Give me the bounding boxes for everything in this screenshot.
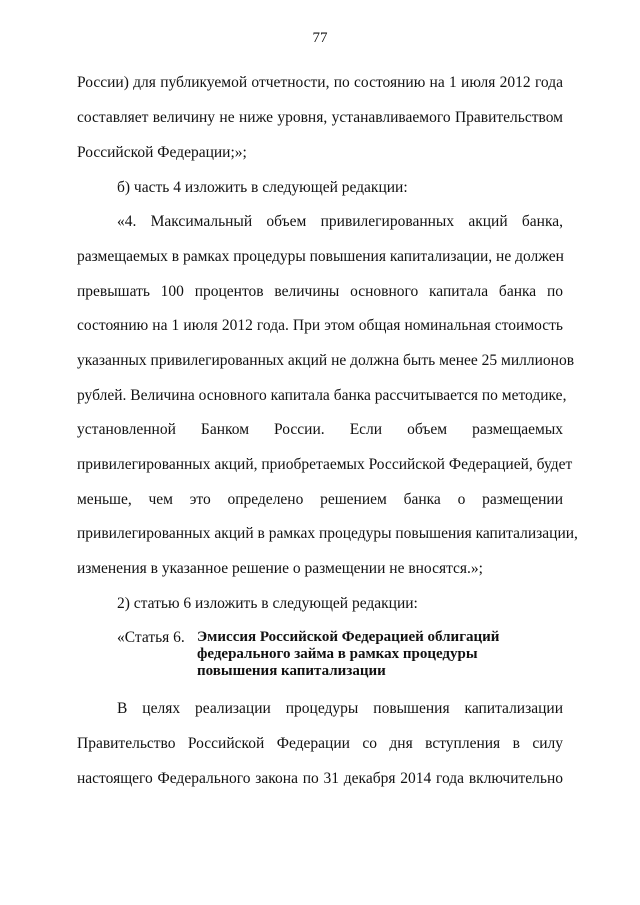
text-line: привилегированных акций, приобретаемых Российской Федерацией, будет bbox=[77, 456, 573, 473]
page-number: 77 bbox=[312, 30, 328, 46]
text-line: настоящего Федерального закона по 31 декабря 2014 года включительно bbox=[77, 770, 563, 787]
text-line: изменения в указанное решение о размещении не вносятся.»; bbox=[77, 560, 483, 577]
text-line: привилегированных акций в рамках процедуры повышения капитализации, bbox=[77, 525, 578, 542]
text-line: превышать 100 процентов величины основного капитала банка по bbox=[77, 283, 563, 300]
text-line: «4. Максимальный объем привилегированных акций банка, bbox=[117, 213, 563, 230]
text-line: размещаемых в рамках процедуры повышения капитализации, не должен bbox=[77, 248, 564, 265]
text-line: Российской Федерации;»; bbox=[77, 144, 247, 161]
article-title-line: Эмиссия Российской Федерацией облигаций bbox=[197, 629, 500, 645]
article-title bbox=[197, 629, 499, 680]
text-line: 2) статью 6 изложить в следующей редакции: bbox=[117, 595, 418, 612]
text-line: составляет величину не ниже уровня, устанавливаемого Правительством bbox=[77, 109, 563, 126]
text-line: б) часть 4 изложить в следующей редакции: bbox=[117, 179, 408, 196]
article-label: «Статья 6. bbox=[117, 629, 185, 646]
text-line: указанных привилегированных акций не должна быть менее 25 миллионов bbox=[77, 352, 575, 369]
text-line: установленной Банком России. Если объем размещаемых bbox=[77, 421, 563, 438]
text-line: Правительство Российской Федерации со дня вступления в силу bbox=[77, 735, 563, 752]
text-line: рублей. Величина основного капитала банка рассчитывается по методике, bbox=[77, 387, 567, 404]
text-line: В целях реализации процедуры повышения капитализации bbox=[117, 700, 563, 717]
text-line: меньше, чем это определено решением банка о размещении bbox=[77, 491, 563, 508]
text-line: состоянию на 1 июля 2012 года. При этом общая номинальная стоимость bbox=[77, 317, 563, 334]
text-line: России) для публикуемой отчетности, по состоянию на 1 июля 2012 года bbox=[77, 74, 563, 91]
article-title-line: повышения капитализации bbox=[197, 663, 386, 679]
article-title-line: федерального займа в рамках процедуры bbox=[197, 646, 478, 662]
